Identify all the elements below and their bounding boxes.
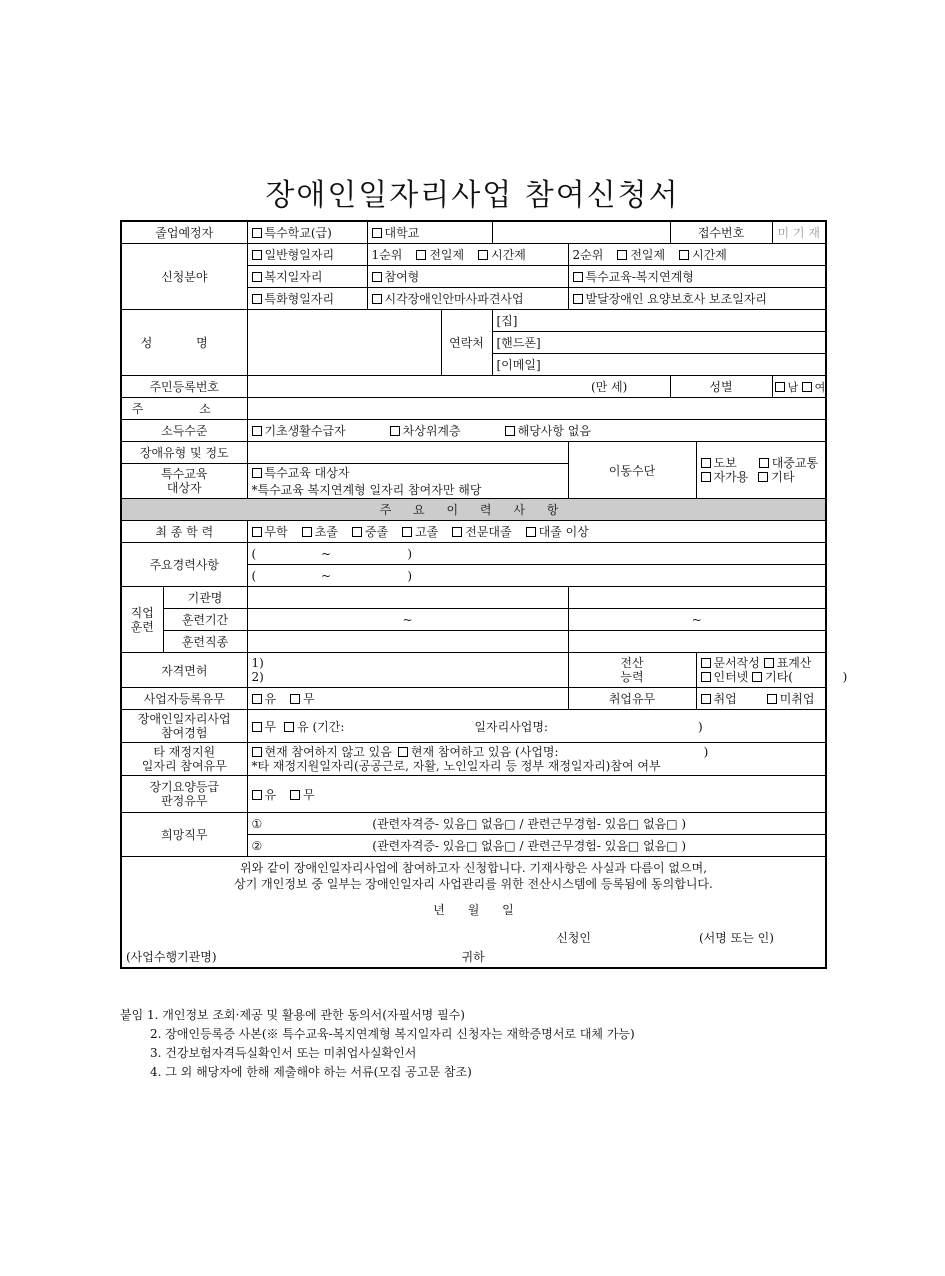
- employ-options: 취업 미취업: [696, 688, 826, 710]
- apply-participation[interactable]: 참여형: [367, 266, 568, 288]
- training-job-1[interactable]: [247, 631, 568, 653]
- checkbox-icon[interactable]: [775, 382, 785, 392]
- checkbox-icon[interactable]: [252, 468, 262, 478]
- income-options: 기초생활수급자 차상위계층 해당사항 없음: [247, 420, 826, 442]
- career-label: 주요경력사항: [121, 543, 247, 587]
- desired-1[interactable]: ① (관련자격증- 있음□ 없음□ / 관련근무경험- 있음□ 없음□ ): [247, 813, 826, 835]
- checkbox-icon[interactable]: [290, 694, 300, 704]
- address-row: [121, 398, 826, 420]
- checkbox-icon[interactable]: [758, 472, 768, 482]
- training-row-1: [121, 587, 826, 609]
- checkbox-icon[interactable]: [505, 426, 515, 436]
- checkbox-icon[interactable]: [284, 722, 294, 732]
- special-label: 특수교육 대상자: [121, 464, 247, 499]
- gender-options: 남 여: [772, 376, 826, 398]
- business-options: 유 무: [247, 688, 568, 710]
- apply-visual[interactable]: 시각장애인안마사파견사업: [367, 288, 568, 310]
- training-label: 직업 훈련: [121, 587, 163, 653]
- training-row-3: [121, 631, 826, 653]
- special-option[interactable]: 특수교육 대상자: [247, 464, 568, 482]
- checkbox-icon[interactable]: [764, 658, 774, 668]
- checkbox-icon[interactable]: [252, 294, 262, 304]
- checkbox-icon[interactable]: [252, 722, 262, 732]
- transport-label: 이동수단: [568, 442, 696, 499]
- checkbox-icon[interactable]: [452, 527, 462, 537]
- checkbox-icon[interactable]: [390, 426, 400, 436]
- agency-line: (사업수행기관명) 귀하: [121, 946, 826, 968]
- training-org-label: 기관명: [163, 587, 247, 609]
- graduate-label: 졸업예정자: [121, 221, 247, 244]
- apply-welfare[interactable]: 복지일자리: [247, 266, 367, 288]
- checkbox-icon[interactable]: [767, 694, 777, 704]
- education-row: [121, 521, 826, 543]
- checkbox-icon[interactable]: [526, 527, 536, 537]
- training-job-2[interactable]: [568, 631, 826, 653]
- checkbox-icon[interactable]: [372, 272, 382, 282]
- checkbox-icon[interactable]: [372, 228, 382, 238]
- computer-options: 문서작성 표계산 인터넷 기타( ): [696, 653, 826, 688]
- checkbox-icon[interactable]: [372, 294, 382, 304]
- training-row-2: [121, 609, 826, 631]
- checkbox-icon[interactable]: [252, 694, 262, 704]
- education-label: 최 종 학 력: [121, 521, 247, 543]
- section-title: 주 요 이 력 사 항: [121, 499, 826, 521]
- computer-label: 전산 능력: [568, 653, 696, 688]
- checkbox-icon[interactable]: [252, 250, 262, 260]
- checkbox-icon[interactable]: [302, 527, 312, 537]
- agency-row: [121, 946, 826, 968]
- ltc-options: 유 무: [247, 776, 826, 813]
- section-row: [121, 499, 826, 521]
- income-label: 소득수준: [121, 420, 247, 442]
- special-note: *특수교육 복지연계형 일자리 참여자만 해당: [247, 481, 568, 499]
- apply-special-edu[interactable]: 특수교육-복지연계형: [568, 266, 826, 288]
- checkbox-icon[interactable]: [478, 250, 488, 260]
- disability-input[interactable]: [247, 442, 568, 464]
- checkbox-icon[interactable]: [679, 250, 689, 260]
- education-options: 무학 초졸 중졸 고졸 전문대졸 대졸 이상: [247, 521, 826, 543]
- name-row-1: [121, 310, 826, 332]
- ltc-row: [121, 776, 826, 813]
- checkbox-icon[interactable]: [416, 250, 426, 260]
- checkbox-icon[interactable]: [398, 747, 408, 757]
- attachments-notes: [120, 1006, 635, 1082]
- other-support-row: [121, 743, 826, 776]
- experience-options: 무 유 (기간: 일자리사업명: ): [247, 710, 826, 743]
- checkbox-icon[interactable]: [701, 672, 711, 682]
- checkbox-icon[interactable]: [252, 228, 262, 238]
- apply-developmental[interactable]: 발달장애인 요양보호사 보조일자리: [568, 288, 826, 310]
- address-label: 주 소: [121, 398, 247, 420]
- license-items[interactable]: 1) 2): [247, 653, 568, 688]
- note-3: 3. 건강보험자격득실확인서 또는 미취업사실확인서: [150, 1046, 417, 1060]
- sign-field[interactable]: (서명 또는 인): [699, 931, 774, 945]
- employ-label: 취업유무: [568, 688, 696, 710]
- consent-date: 년 월 일: [433, 903, 514, 917]
- disability-row: [121, 442, 826, 464]
- checkbox-icon[interactable]: [759, 458, 769, 468]
- experience-label: 장애인일자리사업 참여경험: [121, 710, 247, 743]
- desired-row-1: [121, 813, 826, 835]
- career-line-1[interactable]: ( ~ ): [247, 543, 826, 565]
- resident-label: 주민등록번호: [121, 376, 247, 398]
- apply-specialized[interactable]: 특화형일자리: [247, 288, 367, 310]
- consent-line-1: 위와 같이 장애인일자리사업에 참여하고자 신청합니다. 기재사항은 사실과 다름이 없으며,: [239, 861, 708, 875]
- career-line-2[interactable]: ( ~ ): [247, 565, 826, 587]
- desired-label: 희망직무: [121, 813, 247, 857]
- other-support-note: *타 재정지원일자리(공공근로, 자활, 노인일자리 등 정부 재정일자리)참여 여부: [251, 759, 661, 773]
- name-label: 성 명: [121, 310, 247, 376]
- graduate-special-school[interactable]: 특수학교(급): [247, 221, 367, 244]
- application-form: [120, 220, 848, 969]
- resident-input[interactable]: [247, 376, 670, 398]
- receipt-label: 접수번호: [670, 221, 772, 244]
- checkbox-icon[interactable]: [617, 250, 627, 260]
- checkbox-icon[interactable]: [402, 527, 412, 537]
- checkbox-icon[interactable]: [701, 658, 711, 668]
- training-period-1[interactable]: ~: [247, 609, 568, 631]
- apply-label: 신청분야: [121, 244, 247, 310]
- age-text: (만 세): [590, 380, 628, 394]
- disability-label: 장애유형 및 정도: [121, 442, 247, 464]
- training-org-1[interactable]: [247, 587, 568, 609]
- receipt-value: 미 기 재: [772, 221, 826, 244]
- checkbox-icon[interactable]: [573, 272, 583, 282]
- contact-mobile[interactable]: [핸드폰]: [492, 332, 826, 354]
- checkbox-icon[interactable]: [252, 747, 262, 757]
- consent-row: [121, 857, 826, 947]
- name-input[interactable]: [247, 310, 441, 376]
- checkbox-icon[interactable]: [752, 672, 762, 682]
- consent-block: [121, 857, 826, 947]
- career-row-1: [121, 543, 826, 565]
- contact-label: 연락처: [441, 310, 492, 376]
- resident-row: [121, 376, 826, 398]
- desired-2[interactable]: ② (관련자격증- 있음□ 없음□ / 관련근무경험- 있음□ 없음□ ): [247, 835, 826, 857]
- checkbox-icon[interactable]: [290, 790, 300, 800]
- apply-rank2: 2순위 전일제 시간제: [568, 244, 826, 266]
- checkbox-icon[interactable]: [252, 272, 262, 282]
- training-org-2[interactable]: [568, 587, 826, 609]
- checkbox-icon[interactable]: [701, 458, 711, 468]
- apply-row-1: [121, 244, 826, 266]
- note-2: 2. 장애인등록증 사본(※ 특수교육-복지연계형 복지일자리 신청자는 재학증명서로 대체 가능): [150, 1027, 635, 1041]
- gender-label: 성별: [670, 376, 772, 398]
- graduate-university[interactable]: 대학교: [367, 221, 492, 244]
- training-period-2[interactable]: ~: [568, 609, 826, 631]
- checkbox-icon[interactable]: [802, 382, 812, 392]
- agency-name[interactable]: (사업수행기관명): [126, 950, 217, 964]
- consent-line-2: 상기 개인정보 중 일부는 장애인일자리 사업관리를 위한 전산시스템에 등록됨에 동의합니다.: [234, 877, 713, 891]
- other-support-label: 타 재정지원 일자리 참여유무: [121, 743, 247, 776]
- other-support-options: 현재 참여하지 않고 있음 현재 참여하고 있음 (사업명: ) *타 재정지원일자리(공공근로, 자활, 노인일자리 등 정부 재정일자리)참여 여부: [247, 743, 826, 776]
- apply-rank1: 1순위 전일제 시간제: [367, 244, 568, 266]
- graduate-row: [121, 221, 826, 244]
- experience-row: [121, 710, 826, 743]
- transport-options: 도보 대중교통 자가용 기타: [696, 442, 826, 499]
- address-input[interactable]: [247, 398, 826, 420]
- license-row: [121, 653, 826, 688]
- note-1: 붙임 1. 개인정보 조회·제공 및 활용에 관한 동의서(자필서명 필수): [120, 1008, 465, 1022]
- checkbox-icon[interactable]: [352, 527, 362, 537]
- checkbox-icon[interactable]: [573, 294, 583, 304]
- apply-general[interactable]: 일반형일자리: [247, 244, 367, 266]
- checkbox-icon[interactable]: [701, 472, 711, 482]
- checkbox-icon[interactable]: [252, 527, 262, 537]
- ltc-label: 장기요양등급 판정유무: [121, 776, 247, 813]
- checkbox-icon[interactable]: [252, 426, 262, 436]
- checkbox-icon[interactable]: [701, 694, 711, 704]
- business-row: [121, 688, 826, 710]
- business-label: 사업자등록유무: [121, 688, 247, 710]
- checkbox-icon[interactable]: [252, 790, 262, 800]
- contact-email[interactable]: [이메일]: [492, 354, 826, 376]
- page-title: 장애인일자리사업 참여신청서: [265, 178, 680, 213]
- contact-home[interactable]: [집]: [492, 310, 826, 332]
- license-label: 자격면허: [121, 653, 247, 688]
- note-4: 4. 그 외 해당자에 한해 제출해야 하는 서류(모집 공고문 참조): [150, 1065, 472, 1079]
- training-job-label: 훈련직종: [163, 631, 247, 653]
- consent-sign-line: 신청인 (서명 또는 인): [556, 931, 774, 945]
- income-row: [121, 420, 826, 442]
- training-period-label: 훈련기간: [163, 609, 247, 631]
